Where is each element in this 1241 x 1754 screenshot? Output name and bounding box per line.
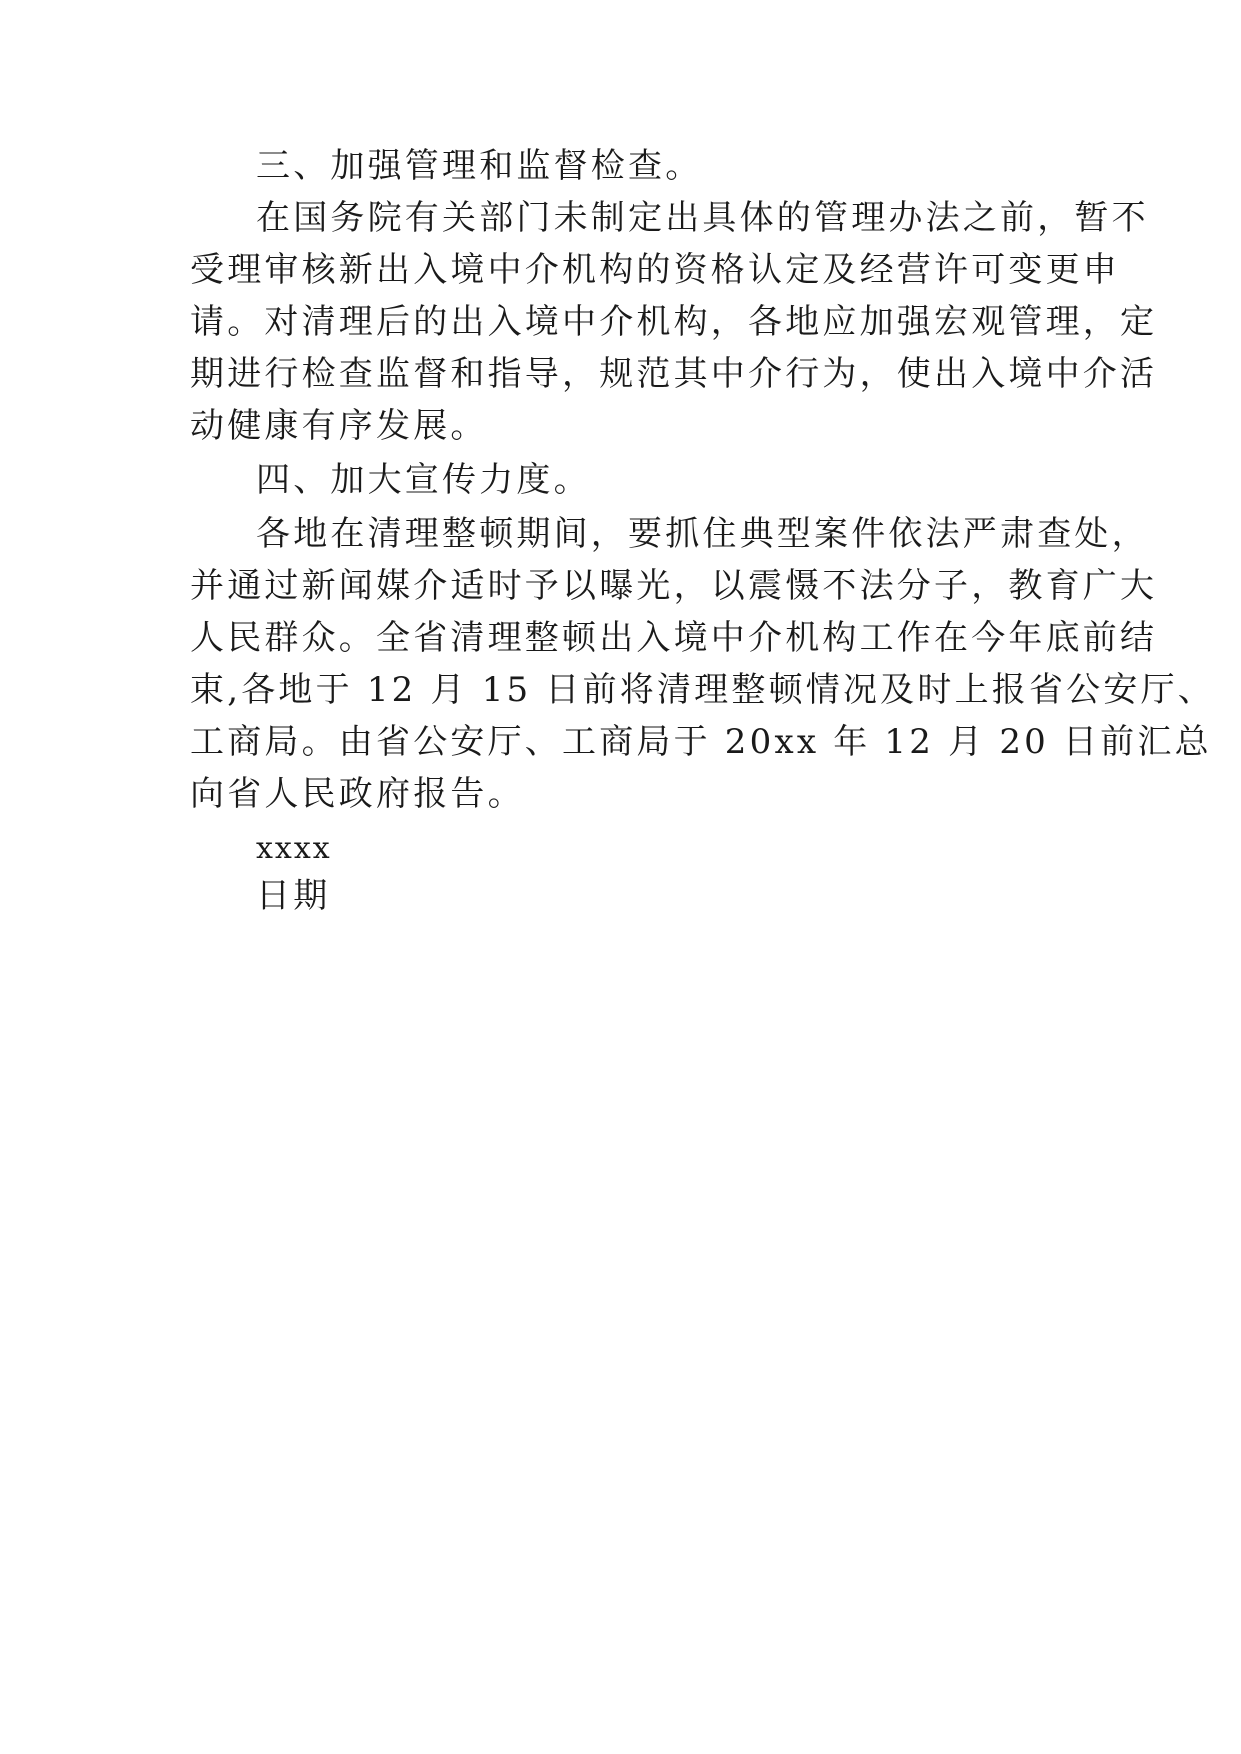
section-3-paragraph-line: 请。对清理后的出入境中介机构，各地应加强宏观管理，定 xyxy=(190,302,1158,342)
section-4-paragraph-line: 各地在清理整顿期间，要抓住典型案件依法严肃查处， xyxy=(256,514,1149,554)
section-4-heading: 四、加大宣传力度。 xyxy=(256,460,591,500)
section-4-paragraph-line: 人民群众。全省清理整顿出入境中介机构工作在今年底前结 xyxy=(190,618,1158,658)
section-3-paragraph-line: 期进行检查监督和指导，规范其中介行为，使出入境中介活 xyxy=(190,354,1158,394)
section-3-paragraph-line: 在国务院有关部门未制定出具体的管理办法之前，暂不 xyxy=(256,198,1149,238)
section-4-paragraph-line: 向省人民政府报告。 xyxy=(190,774,525,814)
section-4-paragraph-line: 束,各地于 12 月 15 日前将清理整顿情况及时上报省公安厅、 xyxy=(190,670,1215,710)
section-3-paragraph-line: 受理审核新出入境中介机构的资格认定及经营许可变更申 xyxy=(190,250,1120,290)
section-4-paragraph-line: 并通过新闻媒介适时予以曝光，以震慑不法分子，教育广大 xyxy=(190,566,1158,606)
section-3-heading: 三、加强管理和监督检查。 xyxy=(256,146,703,186)
signature: xxxx xyxy=(256,831,332,866)
date-label: 日期 xyxy=(256,876,331,916)
section-4-paragraph-line: 工商局。由省公安厅、工商局于 20xx 年 12 月 20 日前汇总 xyxy=(190,722,1212,762)
section-3-paragraph-line: 动健康有序发展。 xyxy=(190,406,488,446)
